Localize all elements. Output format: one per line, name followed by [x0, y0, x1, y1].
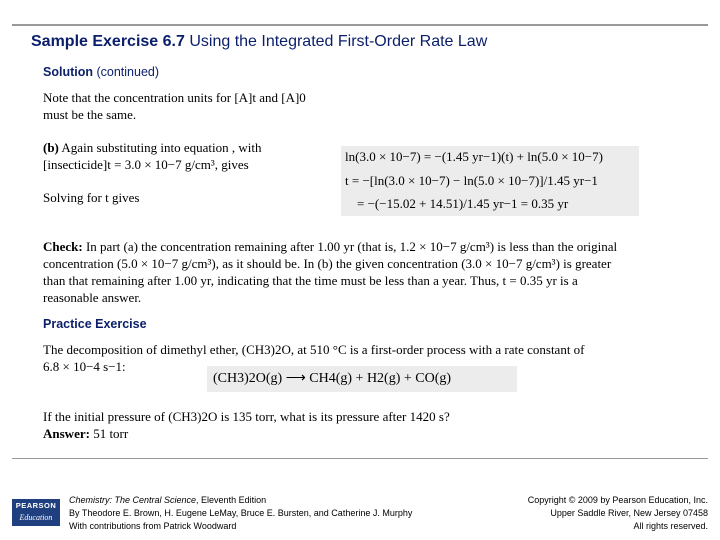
footer-citation	[69, 494, 412, 533]
part-b-text: Again substituting into equation , with	[58, 140, 262, 155]
footer-book-title: Chemistry: The Central Science	[69, 495, 197, 505]
address-line: Upper Saddle River, New Jersey 07458	[550, 508, 708, 518]
answer-line	[43, 425, 450, 442]
reaction-box	[207, 366, 517, 392]
check-label: Check:	[43, 239, 83, 254]
practice-line-1: The decomposition of dimethyl ether, (CH3)2O, at 510 °C is a first-order process with a rate constant of	[43, 342, 585, 357]
check-paragraph	[43, 238, 683, 306]
question-text: If the initial pressure of (CH3)2O is 135 torr, what is its pressure after 1420 s?	[43, 409, 450, 424]
check-line-2: concentration (5.0 × 10−7 g/cm³), as it should be. In (b) the given concentration (3.0 × 10−7 g/cm³) is greater	[43, 256, 612, 271]
equation-box	[341, 146, 639, 216]
practice-heading: Practice Exercise	[43, 317, 147, 331]
part-b-label: (b)	[43, 140, 59, 155]
part-b-paragraph	[43, 139, 261, 173]
footer-contributions: With contributions from Patrick Woodward	[69, 521, 237, 531]
answer-label: Answer:	[43, 426, 90, 441]
reaction-equation: (CH3)2O(g) ⟶ CH4(g) + H2(g) + CO(g)	[213, 371, 452, 386]
pearson-logo	[12, 499, 60, 526]
footer-authors: By Theodore E. Brown, H. Eugene LeMay, Bruce E. Bursten, and Catherine J. Murphy	[69, 508, 413, 518]
footer-rule	[12, 458, 708, 459]
check-line-1	[43, 238, 683, 255]
equation-line-2: t = −[ln(3.0 × 10−7) − ln(5.0 × 10−7)]/1.45 yr−1	[345, 173, 598, 188]
footer-copyright	[528, 494, 708, 533]
note-line-2: must be the same.	[43, 107, 137, 122]
solution-heading	[43, 65, 159, 79]
question-paragraph	[43, 408, 450, 442]
practice-line-2: 6.8 × 10−4 s−1:	[43, 359, 126, 374]
slide-title	[31, 33, 487, 51]
solution-continued: (continued)	[93, 65, 160, 79]
rights-line: All rights reserved.	[633, 521, 708, 531]
copyright-line: Copyright © 2009 by Pearson Education, Inc.	[527, 495, 708, 505]
check-line-4: reasonable answer.	[43, 290, 142, 305]
part-b-line-1	[43, 139, 261, 156]
solving-text: Solving for t gives	[43, 190, 140, 205]
logo-bottom-text: Education	[19, 513, 53, 522]
check-line-3: than that remaining after 1.00 yr, indicating that the time must be less than a year. Thus, t = 0.35 yr is a	[43, 273, 578, 288]
logo-top-text: PEARSON	[15, 501, 57, 510]
part-b-line-2: [insecticide]t = 3.0 × 10−7 g/cm³, gives	[43, 157, 249, 172]
equation-line-1: ln(3.0 × 10−7) = −(1.45 yr−1)(t) + ln(5.0 × 10−7)	[345, 149, 603, 164]
solution-label: Solution	[43, 65, 93, 79]
header-rule	[12, 24, 708, 26]
footer-book	[69, 494, 412, 507]
answer-value: 51 torr	[89, 426, 129, 441]
check-text-1: In part (a) the concentration remaining after 1.00 yr (that is, 1.2 × 10−7 g/cm³) is less than the original	[82, 239, 618, 254]
footer-book-edition: , Eleventh Edition	[196, 495, 267, 505]
title-exercise-number: Sample Exercise 6.7	[31, 33, 185, 50]
note-paragraph	[43, 89, 306, 123]
title-topic: Using the Integrated First-Order Rate Law	[184, 33, 488, 50]
equation-line-3: = −(−15.02 + 14.51)/1.45 yr−1 = 0.35 yr	[357, 196, 569, 211]
note-line-1: Note that the concentration units for [A]t and [A]0	[43, 90, 306, 105]
